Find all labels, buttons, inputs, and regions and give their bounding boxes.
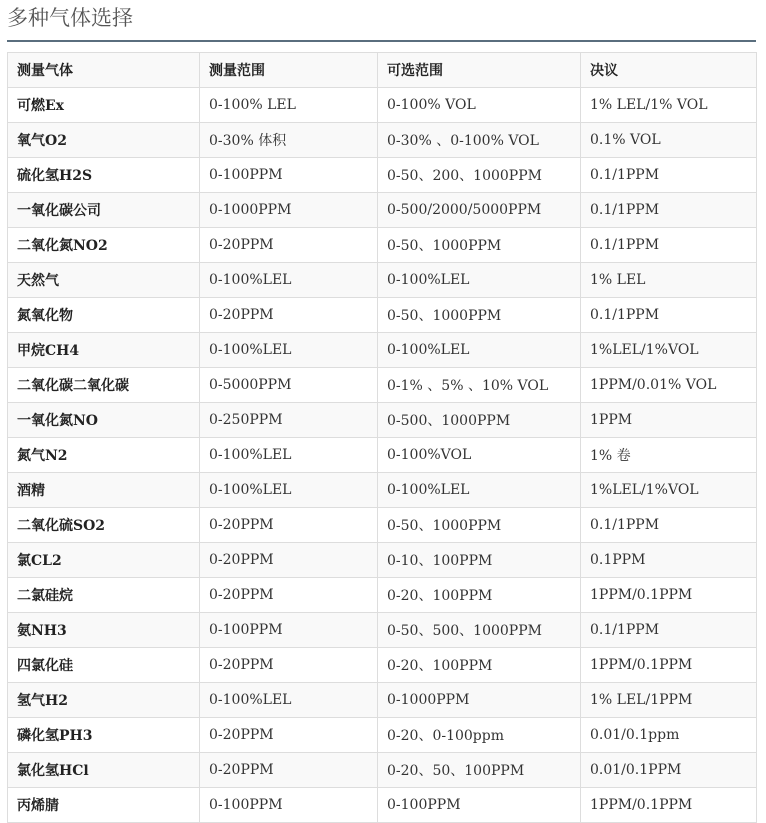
cell-optional-range: 0-1% 、5% 、10% VOL bbox=[378, 368, 581, 403]
cell-gas-name: 酒精 bbox=[8, 473, 200, 508]
cell-optional-range: 0-100PPM bbox=[378, 788, 581, 823]
cell-resolution: 1% LEL/1% VOL bbox=[581, 88, 757, 123]
cell-gas-name: 二氧化氮NO2 bbox=[8, 228, 200, 263]
cell-measuring-range: 0-20PPM bbox=[200, 228, 378, 263]
header-measuring-range: 测量范围 bbox=[200, 53, 378, 88]
table-row bbox=[8, 368, 757, 403]
table-row bbox=[8, 263, 757, 298]
table-row bbox=[8, 648, 757, 683]
cell-optional-range: 0-1000PPM bbox=[378, 683, 581, 718]
cell-measuring-range: 0-100% LEL bbox=[200, 88, 378, 123]
table-row bbox=[8, 753, 757, 788]
cell-resolution: 1PPM/0.1PPM bbox=[581, 648, 757, 683]
cell-gas-name: 四氯化硅 bbox=[8, 648, 200, 683]
cell-resolution: 1PPM/0.1PPM bbox=[581, 788, 757, 823]
cell-optional-range: 0-50、1000PPM bbox=[378, 508, 581, 543]
cell-gas-name: 二氯硅烷 bbox=[8, 578, 200, 613]
cell-optional-range: 0-30% 、0-100% VOL bbox=[378, 123, 581, 158]
cell-optional-range: 0-50、1000PPM bbox=[378, 298, 581, 333]
cell-gas-name: 可燃Ex bbox=[8, 88, 200, 123]
cell-measuring-range: 0-100PPM bbox=[200, 788, 378, 823]
cell-gas-name: 氮气N2 bbox=[8, 438, 200, 473]
cell-resolution: 0.1/1PPM bbox=[581, 158, 757, 193]
table-body bbox=[8, 88, 757, 823]
table-row bbox=[8, 508, 757, 543]
cell-measuring-range: 0-100%LEL bbox=[200, 263, 378, 298]
table-row bbox=[8, 298, 757, 333]
cell-optional-range: 0-50、500、1000PPM bbox=[378, 613, 581, 648]
table-row bbox=[8, 788, 757, 823]
cell-measuring-range: 0-100%LEL bbox=[200, 683, 378, 718]
cell-measuring-range: 0-100%LEL bbox=[200, 438, 378, 473]
table-row bbox=[8, 403, 757, 438]
cell-optional-range: 0-10、100PPM bbox=[378, 543, 581, 578]
cell-resolution: 0.1% VOL bbox=[581, 123, 757, 158]
cell-resolution: 0.01/0.1PPM bbox=[581, 753, 757, 788]
cell-optional-range: 0-20、100PPM bbox=[378, 648, 581, 683]
gas-selection-table bbox=[7, 52, 757, 823]
cell-resolution: 0.1/1PPM bbox=[581, 228, 757, 263]
title-divider bbox=[7, 40, 756, 42]
cell-optional-range: 0-20、100PPM bbox=[378, 578, 581, 613]
cell-resolution: 0.1/1PPM bbox=[581, 508, 757, 543]
cell-measuring-range: 0-30% 体积 bbox=[200, 123, 378, 158]
page-title: 多种气体选择 bbox=[7, 6, 133, 30]
cell-gas-name: 氨NH3 bbox=[8, 613, 200, 648]
table-row bbox=[8, 123, 757, 158]
cell-gas-name: 丙烯腈 bbox=[8, 788, 200, 823]
cell-measuring-range: 0-100PPM bbox=[200, 613, 378, 648]
cell-resolution: 1PPM/0.01% VOL bbox=[581, 368, 757, 403]
cell-measuring-range: 0-20PPM bbox=[200, 718, 378, 753]
cell-measuring-range: 0-1000PPM bbox=[200, 193, 378, 228]
cell-gas-name: 磷化氢PH3 bbox=[8, 718, 200, 753]
table-row bbox=[8, 578, 757, 613]
cell-gas-name: 天然气 bbox=[8, 263, 200, 298]
cell-resolution: 0.1/1PPM bbox=[581, 193, 757, 228]
cell-gas-name: 氮氧化物 bbox=[8, 298, 200, 333]
cell-optional-range: 0-50、200、1000PPM bbox=[378, 158, 581, 193]
table-header-row bbox=[8, 53, 757, 88]
cell-measuring-range: 0-5000PPM bbox=[200, 368, 378, 403]
cell-measuring-range: 0-250PPM bbox=[200, 403, 378, 438]
cell-optional-range: 0-500/2000/5000PPM bbox=[378, 193, 581, 228]
cell-measuring-range: 0-20PPM bbox=[200, 298, 378, 333]
table-row bbox=[8, 543, 757, 578]
cell-resolution: 1%LEL/1%VOL bbox=[581, 333, 757, 368]
cell-resolution: 0.01/0.1ppm bbox=[581, 718, 757, 753]
cell-gas-name: 二氧化硫SO2 bbox=[8, 508, 200, 543]
cell-optional-range: 0-100% VOL bbox=[378, 88, 581, 123]
cell-gas-name: 硫化氢H2S bbox=[8, 158, 200, 193]
cell-resolution: 1% LEL bbox=[581, 263, 757, 298]
cell-measuring-range: 0-20PPM bbox=[200, 543, 378, 578]
table-row bbox=[8, 613, 757, 648]
cell-measuring-range: 0-20PPM bbox=[200, 648, 378, 683]
cell-resolution: 1%LEL/1%VOL bbox=[581, 473, 757, 508]
cell-resolution: 0.1/1PPM bbox=[581, 298, 757, 333]
cell-resolution: 1% 卷 bbox=[581, 438, 757, 473]
cell-measuring-range: 0-100PPM bbox=[200, 158, 378, 193]
cell-gas-name: 氯化氢HCl bbox=[8, 753, 200, 788]
table-row bbox=[8, 473, 757, 508]
cell-optional-range: 0-100%LEL bbox=[378, 333, 581, 368]
cell-optional-range: 0-100%LEL bbox=[378, 263, 581, 298]
cell-gas-name: 氧气O2 bbox=[8, 123, 200, 158]
cell-optional-range: 0-100%VOL bbox=[378, 438, 581, 473]
cell-gas-name: 一氧化碳公司 bbox=[8, 193, 200, 228]
table-row bbox=[8, 683, 757, 718]
cell-measuring-range: 0-20PPM bbox=[200, 508, 378, 543]
cell-gas-name: 甲烷CH4 bbox=[8, 333, 200, 368]
cell-gas-name: 氢气H2 bbox=[8, 683, 200, 718]
cell-optional-range: 0-50、1000PPM bbox=[378, 228, 581, 263]
table-row bbox=[8, 438, 757, 473]
table-row bbox=[8, 228, 757, 263]
cell-optional-range: 0-20、0-100ppm bbox=[378, 718, 581, 753]
table-row bbox=[8, 333, 757, 368]
cell-resolution: 0.1/1PPM bbox=[581, 613, 757, 648]
header-resolution: 决议 bbox=[581, 53, 757, 88]
cell-optional-range: 0-20、50、100PPM bbox=[378, 753, 581, 788]
cell-measuring-range: 0-20PPM bbox=[200, 753, 378, 788]
cell-gas-name: 一氧化氮NO bbox=[8, 403, 200, 438]
cell-measuring-range: 0-100%LEL bbox=[200, 333, 378, 368]
cell-optional-range: 0-500、1000PPM bbox=[378, 403, 581, 438]
table-row bbox=[8, 158, 757, 193]
header-optional-range: 可选范围 bbox=[378, 53, 581, 88]
header-measured-gas: 测量气体 bbox=[8, 53, 200, 88]
cell-resolution: 1PPM bbox=[581, 403, 757, 438]
cell-measuring-range: 0-20PPM bbox=[200, 578, 378, 613]
cell-resolution: 0.1PPM bbox=[581, 543, 757, 578]
cell-resolution: 1% LEL/1PPM bbox=[581, 683, 757, 718]
cell-gas-name: 氯CL2 bbox=[8, 543, 200, 578]
cell-optional-range: 0-100%LEL bbox=[378, 473, 581, 508]
cell-gas-name: 二氧化碳二氧化碳 bbox=[8, 368, 200, 403]
table-row bbox=[8, 193, 757, 228]
cell-resolution: 1PPM/0.1PPM bbox=[581, 578, 757, 613]
table-row bbox=[8, 88, 757, 123]
table-row bbox=[8, 718, 757, 753]
cell-measuring-range: 0-100%LEL bbox=[200, 473, 378, 508]
